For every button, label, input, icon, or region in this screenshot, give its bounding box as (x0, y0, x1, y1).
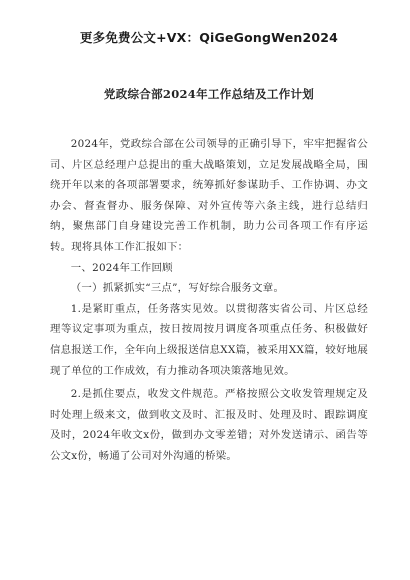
intro-paragraph: 2024年，党政综合部在公司领导的正确引导下，牢牢把握省公司、片区总经理户总提出的重大战略策划，立足发展战略全局，围绕开年以来的各项部署要求，统筹抓好参谋助手、工作协调、办文办会、督查督办、服务保障、对外宣传等六条主线，进行总结归纳，聚焦部门自身建设完善工作机制，助力公司各项工作有序运转。现将具体工作汇报如下： (50, 138, 368, 253)
subsection-heading-1: （一）抓紧抓实“三点”，写好综合服务文章。 (70, 282, 285, 295)
body-paragraph-1: 1.是紧盯重点，任务落实见效。以贯彻落实省公司、片区总经理等议定事项为重点，按日按周按月调度各项重点任务、积极做好信息报送工作，全年向上级报送信息XX篇，被采用XX篇，较好地展现了单位的工作成效，有力推动各项决策落地见效。 (50, 302, 368, 377)
body-paragraph-2: 2.是抓住要点，收发文件规范。严格按照公文收发管理规定及时处理上级来文，做到收文及时、汇报及时、处理及时、跟踪调度及时，2024年收文x份，做到办文零差错；对外发送请示、函告等公文x份，畅通了公司对外沟通的桥梁。 (50, 388, 368, 462)
document-title: 党政综合部2024年工作总结及工作计划 (103, 87, 315, 101)
promo-banner: 更多免费公文+VX：QiGeGongWen2024 (79, 30, 339, 45)
section-heading-1: 一、2024年工作回顾 (70, 261, 173, 274)
